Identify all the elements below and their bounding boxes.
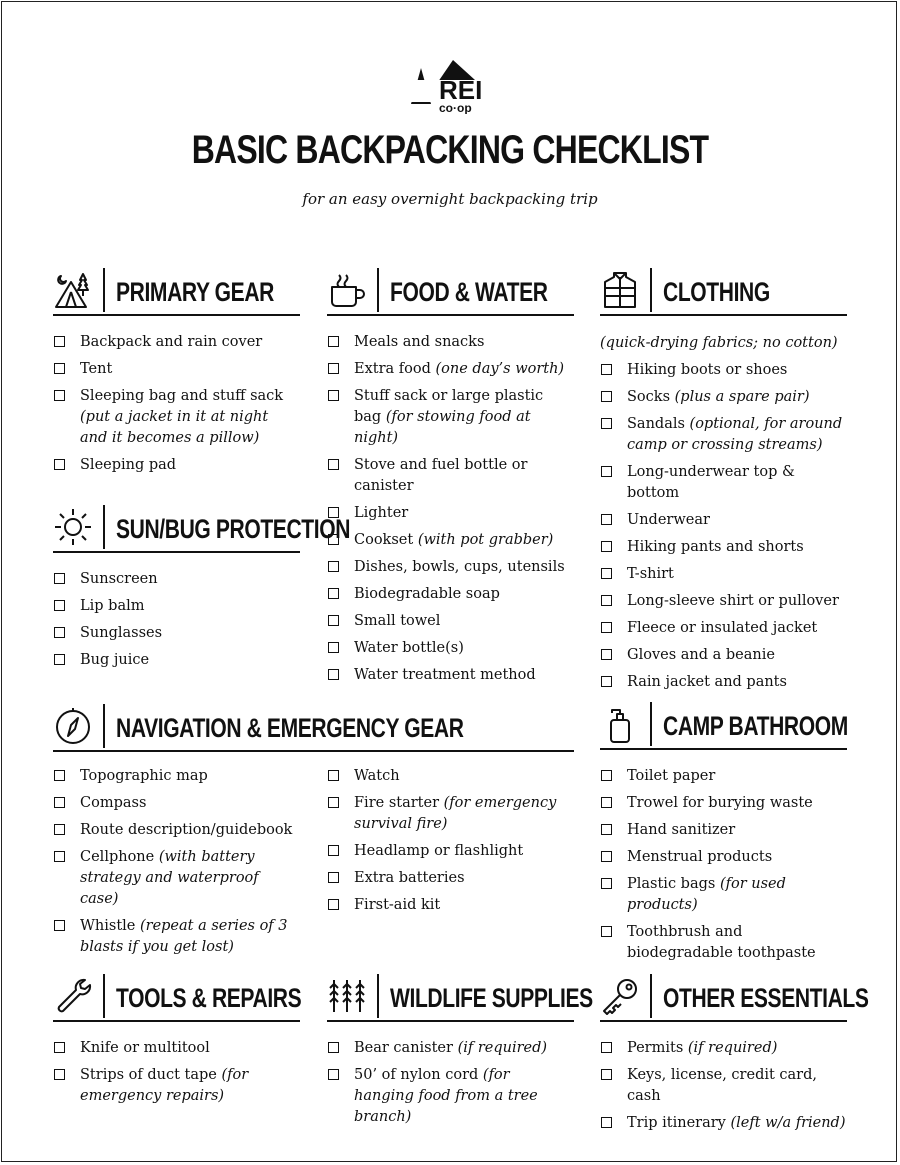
item-note: (repeat a series of 3 blasts if you get lost) <box>80 918 288 955</box>
checkbox[interactable] <box>328 507 339 518</box>
rei-coop-logo <box>409 58 493 114</box>
checkbox[interactable] <box>601 541 612 552</box>
item-label: Stuff sack or large plastic bag <box>354 388 544 425</box>
item-label: Compass <box>80 795 147 811</box>
section-divider <box>650 268 652 312</box>
checklist-item <box>53 596 300 617</box>
trees-icon <box>327 976 367 1016</box>
item-list <box>600 360 847 693</box>
checkbox[interactable] <box>601 1042 612 1053</box>
section-header <box>53 268 300 316</box>
item-note: (if required) <box>687 1040 778 1056</box>
section-title: PRIMARY GEAR <box>116 277 274 307</box>
checklist-item <box>600 672 847 693</box>
checkbox[interactable] <box>328 770 339 781</box>
item-label: Keys, license, credit card, cash <box>627 1067 818 1104</box>
item-note: (one day’s worth) <box>435 361 565 377</box>
item-label: Sandals <box>627 416 685 432</box>
checkbox[interactable] <box>328 534 339 545</box>
compass-icon <box>53 706 93 746</box>
checkbox[interactable] <box>601 595 612 606</box>
checkbox[interactable] <box>54 770 65 781</box>
checkbox[interactable] <box>601 770 612 781</box>
item-note: (for hanging food from a tree branch) <box>354 1067 538 1125</box>
checkbox[interactable] <box>328 588 339 599</box>
checklist-item <box>600 645 847 666</box>
item-list <box>53 1038 300 1107</box>
checkbox[interactable] <box>601 676 612 687</box>
checklist-item <box>327 332 574 353</box>
item-note: (for stowing food at night) <box>354 409 531 446</box>
item-label: Long-underwear top & bottom <box>627 464 795 501</box>
item-note: (if required) <box>457 1040 548 1056</box>
item-label: First-aid kit <box>354 897 441 913</box>
checkbox[interactable] <box>328 1069 339 1080</box>
checklist-item <box>600 510 847 531</box>
item-label: Rain jacket and pants <box>627 674 787 690</box>
item-list-left <box>53 760 300 958</box>
svg-text:REI: REI <box>439 75 483 105</box>
checkbox[interactable] <box>54 654 65 665</box>
item-label: Topographic map <box>80 768 208 784</box>
checkbox[interactable] <box>54 627 65 638</box>
section-divider <box>103 268 105 312</box>
item-label: Menstrual products <box>627 849 773 865</box>
section-header <box>600 268 847 316</box>
checklist-item <box>53 847 300 910</box>
checklist-item <box>327 503 574 524</box>
item-label: Toothbrush and biodegradable toothpaste <box>627 924 816 961</box>
checkbox[interactable] <box>601 1117 612 1128</box>
item-note: (for emergency survival fire) <box>354 795 557 832</box>
item-label: Socks <box>627 389 671 405</box>
section-title: SUN/BUG PROTECTION <box>116 514 351 544</box>
section-header <box>53 704 574 752</box>
checkbox[interactable] <box>601 1069 612 1080</box>
section-divider <box>103 974 105 1018</box>
checklist-item <box>600 766 847 787</box>
item-note: (for used products) <box>627 876 786 913</box>
checkbox[interactable] <box>54 459 65 470</box>
checklist-item <box>327 665 574 686</box>
checkbox[interactable] <box>328 459 339 470</box>
item-label: Headlamp or flashlight <box>354 843 524 859</box>
section-camp-bathroom <box>600 702 847 964</box>
sun-icon <box>53 507 93 547</box>
checklist-item <box>53 820 300 841</box>
checkbox[interactable] <box>54 797 65 808</box>
checklist-item <box>327 793 574 835</box>
item-label: Trowel for burying waste <box>627 795 813 811</box>
checkbox[interactable] <box>601 878 612 889</box>
checkbox[interactable] <box>54 600 65 611</box>
item-label: Fleece or insulated jacket <box>627 620 818 636</box>
checkbox[interactable] <box>601 824 612 835</box>
checklist-item <box>53 386 300 449</box>
checklist-item <box>600 387 847 408</box>
item-note: (plus a spare pair) <box>674 389 810 405</box>
item-label: Strips of duct tape <box>80 1067 217 1083</box>
item-label: Extra batteries <box>354 870 465 886</box>
item-label: Meals and snacks <box>354 334 485 350</box>
section-title: CLOTHING <box>663 277 770 307</box>
checklist-item <box>600 847 847 868</box>
checkbox[interactable] <box>601 364 612 375</box>
checklist-item <box>600 564 847 585</box>
checklist-item <box>53 359 300 380</box>
checkbox[interactable] <box>601 466 612 477</box>
checklist-item <box>53 455 300 476</box>
section-tools-repairs <box>53 974 300 1107</box>
svg-text:co·op: co·op <box>439 101 472 114</box>
checklist-item <box>600 537 847 558</box>
checklist-item <box>327 359 574 380</box>
section-divider <box>650 702 652 746</box>
checklist-item <box>53 623 300 644</box>
item-label: Gloves and a beanie <box>627 647 775 663</box>
section-header <box>600 974 869 1022</box>
section-divider <box>377 974 379 1018</box>
checkbox[interactable] <box>54 920 65 931</box>
item-list <box>53 569 300 671</box>
checkbox[interactable] <box>601 851 612 862</box>
item-label: Whistle <box>80 918 136 934</box>
checklist-item <box>600 360 847 381</box>
checkbox[interactable] <box>54 363 65 374</box>
item-note: (put a jacket in it at night and it becomes a pillow) <box>80 409 269 446</box>
checkbox[interactable] <box>328 1042 339 1053</box>
section-title: OTHER ESSENTIALS <box>663 983 869 1013</box>
item-label: Sleeping bag and stuff sack <box>80 388 284 404</box>
mug-icon <box>327 270 367 310</box>
checklist-item <box>53 569 300 590</box>
checkbox[interactable] <box>328 336 339 347</box>
checklist-item <box>327 611 574 632</box>
checkbox[interactable] <box>328 797 339 808</box>
item-note: (with battery strategy and waterproof case) <box>80 849 259 907</box>
section-title: CAMP BATHROOM <box>663 711 848 741</box>
section-wildlife-supplies <box>327 974 593 1128</box>
item-label: Knife or multitool <box>80 1040 210 1056</box>
tent-icon <box>53 270 93 310</box>
item-label: Small towel <box>354 613 441 629</box>
checkbox[interactable] <box>328 872 339 883</box>
checkbox[interactable] <box>601 622 612 633</box>
item-label: Sunglasses <box>80 625 163 641</box>
checklist-item <box>327 455 574 497</box>
checklist-item <box>327 766 574 787</box>
section-other-essentials <box>600 974 869 1134</box>
section-clothing <box>600 268 847 693</box>
item-label: Dishes, bowls, cups, utensils <box>354 559 565 575</box>
section-header <box>53 974 300 1022</box>
item-label: Water treatment method <box>354 667 536 683</box>
checkbox[interactable] <box>601 797 612 808</box>
checklist-item <box>53 793 300 814</box>
wrench-icon <box>53 976 93 1016</box>
checklist-item <box>600 922 847 964</box>
checklist-item <box>600 874 847 916</box>
section-divider <box>377 268 379 312</box>
checkbox[interactable] <box>328 845 339 856</box>
checkbox[interactable] <box>54 851 65 862</box>
item-list <box>327 332 574 686</box>
item-list <box>600 766 847 964</box>
section-title: FOOD & WATER <box>390 277 548 307</box>
checklist-item <box>53 1065 300 1107</box>
section-title: WILDLIFE SUPPLIES <box>390 983 593 1013</box>
item-list <box>53 332 300 476</box>
checkbox[interactable] <box>54 573 65 584</box>
checklist-item <box>600 1038 847 1059</box>
key-icon <box>600 976 640 1016</box>
section-divider <box>103 505 105 549</box>
item-label: Stove and fuel bottle or canister <box>354 457 528 494</box>
checklist-item <box>53 332 300 353</box>
item-label: Fire starter <box>354 795 440 811</box>
checkbox[interactable] <box>328 363 339 374</box>
item-note: (with pot grabber) <box>417 532 554 548</box>
checklist-item <box>327 868 574 889</box>
section-divider <box>650 974 652 1018</box>
section-title: NAVIGATION & EMERGENCY GEAR <box>116 713 464 743</box>
checkbox[interactable] <box>601 649 612 660</box>
section-sun-bug-protection <box>53 505 351 671</box>
checklist-item <box>600 1065 847 1107</box>
item-label: Water bottle(s) <box>354 640 464 656</box>
item-label: Bear canister <box>354 1040 453 1056</box>
item-label: Backpack and rain cover <box>80 334 263 350</box>
checkbox[interactable] <box>328 899 339 910</box>
item-label: Route description/guidebook <box>80 822 293 838</box>
item-label: Hiking boots or shoes <box>627 362 788 378</box>
checkbox[interactable] <box>601 514 612 525</box>
checklist-item <box>327 1065 574 1128</box>
checklist-item <box>327 530 574 551</box>
item-label: Underwear <box>627 512 710 528</box>
item-label: Long-sleeve shirt or pullover <box>627 593 839 609</box>
item-list-right <box>327 760 574 916</box>
checklist-item <box>53 1038 300 1059</box>
checkbox[interactable] <box>328 669 339 680</box>
item-label: Extra food <box>354 361 431 377</box>
item-label: Plastic bags <box>627 876 716 892</box>
item-label: Bug juice <box>80 652 150 668</box>
checklist-item <box>327 638 574 659</box>
checklist-item <box>327 386 574 449</box>
checkbox[interactable] <box>54 1069 65 1080</box>
item-label: Toilet paper <box>627 768 716 784</box>
item-label: Cellphone <box>80 849 155 865</box>
checkbox[interactable] <box>54 336 65 347</box>
checklist-item <box>600 820 847 841</box>
page-title: BASIC BACKPACKING CHECKLIST <box>191 128 709 172</box>
item-label: T-shirt <box>627 566 674 582</box>
item-label: Lighter <box>354 505 409 521</box>
checklist-item <box>600 618 847 639</box>
item-label: Sunscreen <box>80 571 158 587</box>
checklist-item <box>600 414 847 456</box>
checkbox[interactable] <box>601 391 612 402</box>
section-primary-gear <box>53 268 300 476</box>
checklist-item <box>53 766 300 787</box>
section-header <box>327 974 593 1022</box>
item-label: Biodegradable soap <box>354 586 500 602</box>
jacket-icon <box>600 270 640 310</box>
checkbox[interactable] <box>54 824 65 835</box>
checkbox[interactable] <box>328 642 339 653</box>
page-subtitle: for an easy overnight backpacking trip <box>302 190 598 208</box>
section-header <box>600 702 847 750</box>
section-navigation-emergency <box>53 704 574 955</box>
checklist-item <box>600 591 847 612</box>
item-note: (left w/a friend) <box>730 1115 846 1131</box>
checklist-item <box>327 1038 574 1059</box>
checklist-item <box>600 462 847 504</box>
checkbox[interactable] <box>601 418 612 429</box>
item-label: 50’ of nylon cord <box>354 1067 479 1083</box>
item-label: Trip itinerary <box>627 1115 726 1131</box>
item-label: Hand sanitizer <box>627 822 736 838</box>
checkbox[interactable] <box>54 390 65 401</box>
checkbox[interactable] <box>328 390 339 401</box>
soap-bottle-icon <box>600 704 640 744</box>
checklist-item <box>53 650 300 671</box>
checklist-item <box>327 557 574 578</box>
section-title: TOOLS & REPAIRS <box>116 983 302 1013</box>
item-label: Lip balm <box>80 598 145 614</box>
item-label: Hiking pants and shorts <box>627 539 804 555</box>
section-header <box>327 268 574 316</box>
item-label: Cookset <box>354 532 414 548</box>
item-note: (optional, for around camp or crossing streams) <box>627 416 843 453</box>
clothing-note: (quick-drying fabrics; no cotton) <box>600 335 838 351</box>
item-list <box>327 1038 574 1128</box>
section-header <box>53 505 351 553</box>
checkbox[interactable] <box>601 926 612 937</box>
checklist-item <box>327 841 574 862</box>
item-label: Sleeping pad <box>80 457 177 473</box>
item-list <box>600 1038 847 1134</box>
checklist-item <box>327 895 574 916</box>
checklist-item <box>600 1113 847 1134</box>
checklist-item <box>600 793 847 814</box>
checkbox[interactable] <box>328 561 339 572</box>
section-food-water <box>327 268 574 686</box>
checkbox[interactable] <box>54 1042 65 1053</box>
item-label: Permits <box>627 1040 684 1056</box>
item-label: Watch <box>354 768 400 784</box>
checklist-item <box>53 916 300 958</box>
checkbox[interactable] <box>328 615 339 626</box>
item-note: (for emergency repairs) <box>80 1067 249 1104</box>
section-divider <box>103 704 105 748</box>
checkbox[interactable] <box>601 568 612 579</box>
checklist-item <box>327 584 574 605</box>
item-label: Tent <box>80 361 113 377</box>
